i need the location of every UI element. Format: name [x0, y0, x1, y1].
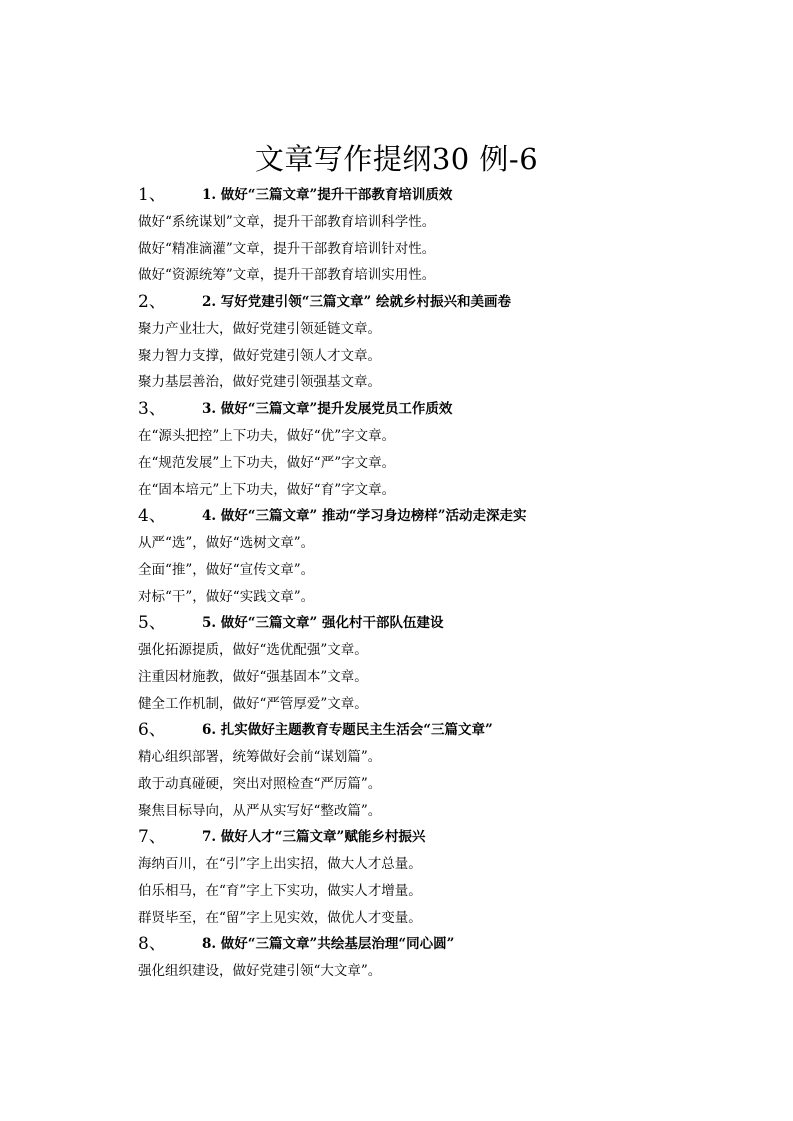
section-number: 7、: [138, 827, 166, 848]
section-number: 6、: [138, 720, 166, 741]
section-8: [138, 931, 738, 985]
section-heading: [138, 610, 738, 637]
section-3: [138, 396, 738, 503]
body-line: 强化拓源提质，做好“选优配强”文章。: [138, 642, 368, 659]
section-number: 8、: [138, 934, 166, 955]
section-heading-text: 4. 做好“三篇文章” 推动“学习身边榜样”活动走深走实: [202, 508, 527, 525]
body-line: 健全工作机制，做好“严管厚爱”文章。: [138, 695, 368, 712]
section-2: [138, 289, 738, 396]
body-line: 敢于动真碰硬，突出对照检查“严厉篇”。: [138, 776, 382, 792]
body-line: 做好“系统谋划”文章，提升干部教育培训科学性。: [138, 214, 436, 230]
body-line: 全面“推”，做好“宣传文章”。: [138, 561, 315, 578]
body-line: 精心组织部署，统筹做好会前“谋划篇”。: [138, 749, 382, 766]
section-heading-text: 3. 做好“三篇文章”提升发展党员工作质效: [202, 401, 453, 418]
body-line: 海纳百川，在“引”字上出实招，做大人才总量。: [138, 856, 422, 873]
body-line: 聚力基层善治，做好党建引领强基文章。: [138, 374, 381, 391]
section-heading-text: 2. 写好党建引领“三篇文章” 绘就乡村振兴和美画卷: [202, 294, 512, 311]
section-number: 5、: [138, 613, 166, 634]
body-line: 做好“精准滴灌”文章，提升干部教育培训针对性。: [138, 240, 436, 257]
body-line: 聚力智力支撑，做好党建引领人才文章。: [138, 347, 381, 364]
body-line: 在“源头把控”上下功夫，做好“优”字文章。: [138, 428, 396, 445]
section-heading: [138, 503, 738, 530]
section-heading-text: 8. 做好“三篇文章”共绘基层治理“同心圆”: [202, 936, 455, 953]
body-line: 聚力产业壮大，做好党建引领延链文章。: [138, 321, 381, 338]
section-heading-text: 6. 扎实做好主题教育专题民主生活会“三篇文章”: [202, 722, 493, 739]
body-line: 做好“资源统筹”文章，提升干部教育培训实用性。: [138, 267, 436, 284]
section-5: [138, 610, 738, 717]
section-heading: [138, 717, 738, 744]
body-line: 强化组织建设，做好党建引领“大文章”。: [138, 963, 382, 980]
section-heading: [138, 931, 738, 958]
section-heading-text: 5. 做好“三篇文章” 强化村干部队伍建设: [202, 615, 444, 632]
section-number: 1、: [138, 185, 166, 205]
section-4: [138, 503, 738, 610]
document-body: [138, 182, 738, 985]
section-heading-text: 1. 做好“三篇文章”提升干部教育培训质效: [202, 187, 453, 203]
section-1: [138, 182, 738, 289]
body-line: 伯乐相马，在“育”字上下实功，做实人才增量。: [138, 883, 422, 900]
section-heading: [138, 824, 738, 851]
section-number: 2、: [138, 292, 166, 313]
section-6: [138, 717, 738, 824]
section-heading: [138, 396, 738, 423]
section-7: [138, 824, 738, 931]
body-line: 在“规范发展”上下功夫，做好“严”字文章。: [138, 454, 396, 471]
body-line: 从严“选”，做好“选树文章”。: [138, 535, 315, 552]
body-line: 注重因材施教，做好“强基固本”文章。: [138, 668, 368, 685]
body-line: 群贤毕至，在“留”字上见实效，做优人才变量。: [138, 909, 422, 926]
body-line: 在“固本培元”上下功夫，做好“育”字文章。: [138, 481, 396, 498]
section-number: 3、: [138, 399, 166, 420]
body-line: 对标“干”，做好“实践文章”。: [138, 588, 315, 605]
section-number: 4、: [138, 506, 166, 527]
section-heading: [138, 289, 738, 316]
section-heading-text: 7. 做好人才“三篇文章”赋能乡村振兴: [202, 829, 426, 846]
page-title: 文章写作提纲30 例-6: [254, 142, 539, 176]
body-line: 聚焦目标导向，从严从实写好“整改篇”。: [138, 802, 382, 819]
section-heading: [138, 182, 738, 209]
